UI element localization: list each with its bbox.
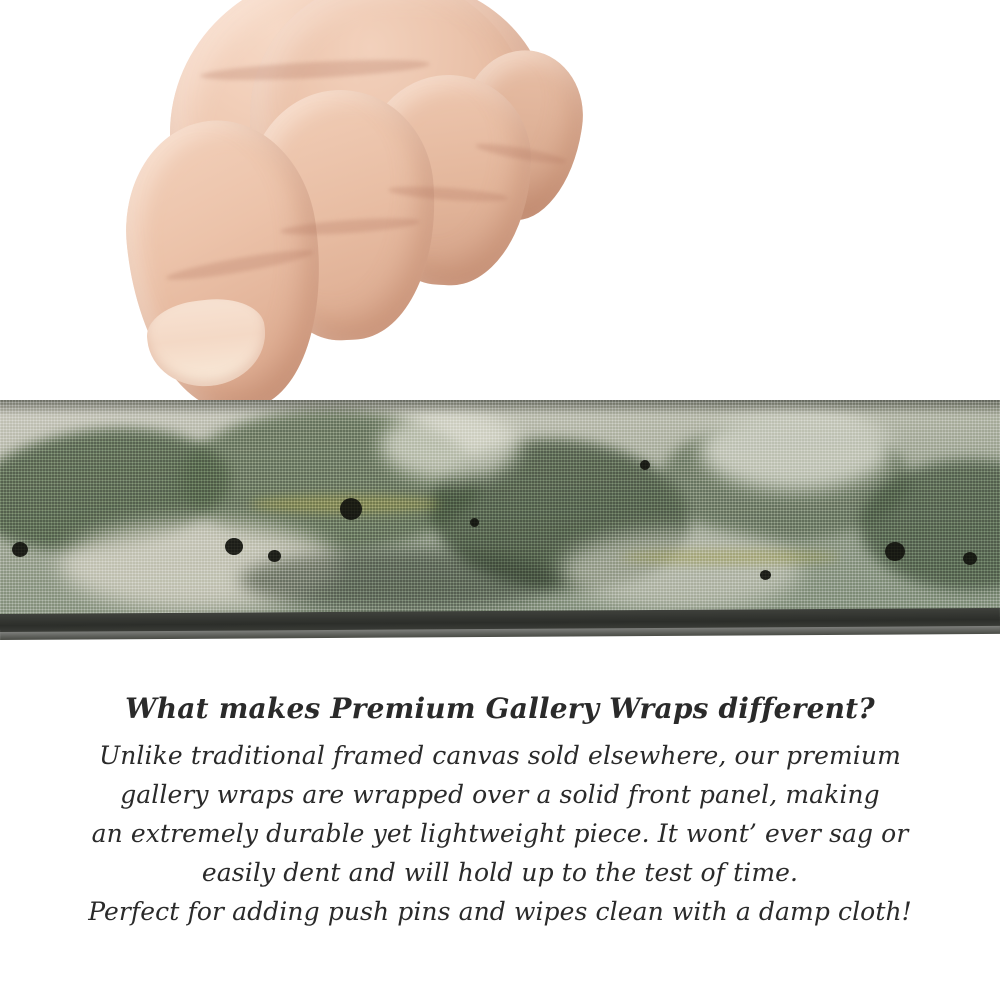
caption-block <box>0 690 1000 931</box>
canvas-speck <box>340 498 362 520</box>
caption-line-5: Perfect for adding push pins and wipes clean with a damp cloth! <box>88 896 912 926</box>
canvas-top-shadow <box>0 400 1000 416</box>
caption-line-2: gallery wraps are wrapped over a solid front panel, making <box>120 779 880 809</box>
canvas-speck <box>885 542 905 561</box>
canvas-speck <box>640 460 650 470</box>
canvas-speck <box>963 552 977 565</box>
caption-line-3: an extremely durable yet lightweight piece. It wont’ ever sag or <box>91 818 909 848</box>
canvas-shadow-blotch <box>240 550 560 610</box>
caption-line-4: easily dent and will hold up to the test of time. <box>201 857 799 887</box>
canvas-speck <box>470 518 479 527</box>
hand-illustration <box>130 0 560 430</box>
canvas-speck <box>268 550 281 562</box>
canvas-accent-streak <box>620 550 840 564</box>
caption-line-1: Unlike traditional framed canvas sold elsewhere, our premium <box>99 740 901 770</box>
canvas-highlight <box>380 410 520 480</box>
canvas-speck <box>760 570 771 580</box>
canvas-speck <box>225 538 243 555</box>
canvas-highlight <box>700 410 890 490</box>
caption-title: What makes Premium Gallery Wraps different? <box>125 692 875 725</box>
canvas-wrap-edge <box>0 400 1000 622</box>
canvas-speck <box>12 542 28 557</box>
